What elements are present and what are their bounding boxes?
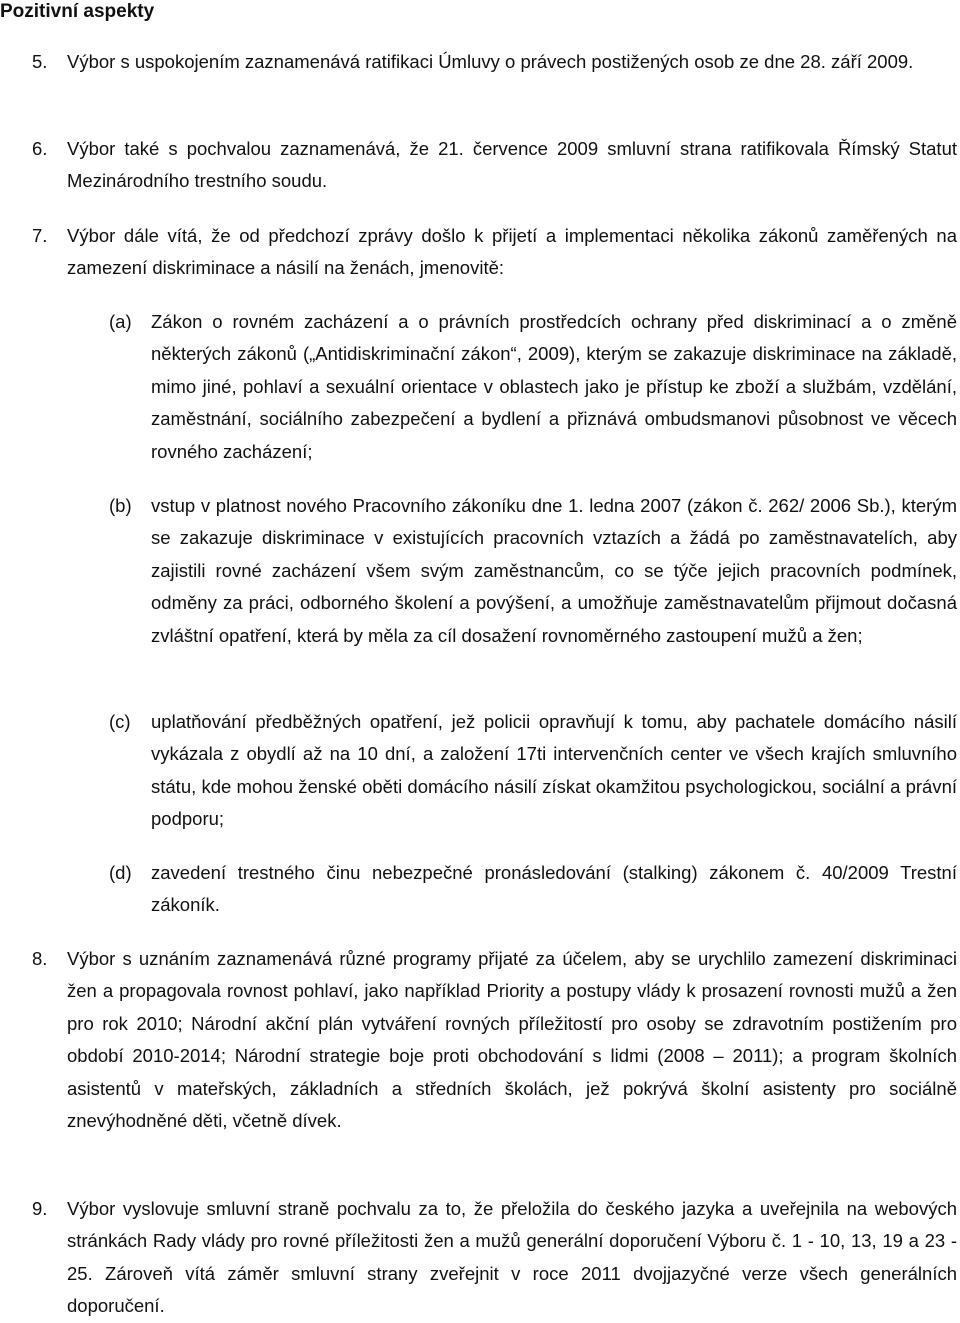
- subitem-text: uplatňování předběžných opatření, jež policii opravňují k tomu, aby pachatele domácího násilí vykázala z obydlí až na 10 dní, a založení 17ti intervenčních center ve všech krajích smluvního státu, kde mohou ženské oběti domácího násilí získat okamžitou psychologickou, sociální a právní podporu;: [151, 711, 957, 830]
- paragraph-text: Výbor dále vítá, že od předchozí zprávy došlo k přijetí a implementaci několika zákonů zaměřených na zamezení diskriminace a násilí na ženách, jmenovitě:: [67, 225, 957, 279]
- paragraph-6: [0, 133, 957, 198]
- subitem-letter: (c): [109, 711, 131, 732]
- paragraph-text: Výbor s uznáním zaznamenává různé programy přijaté za účelem, aby se urychlilo zamezení diskriminaci žen a propagovala rovnost pohlaví, jako například Priority a postupy vlády k prosazení rovnosti mužů a žen pro rok 2010; Národní akční plán vytváření rovných příležitostí pro osoby se zdravotním postižením pro období 2010-2014; Národní strategie boje proti obchodování s lidmi (2008 – 2011); a program školních asistentů v mateřských, základních a středních školách, jež pokrývá školní asistenty pro sociálně znevýhodněné děti, včetně dívek.: [67, 948, 957, 1132]
- paragraph-number: 7.: [32, 225, 48, 246]
- subitem-d: [0, 857, 957, 922]
- subitem-c: [0, 706, 957, 836]
- subitem-a: [0, 306, 957, 468]
- paragraph-7: [0, 220, 957, 285]
- paragraph-text: Výbor vyslovuje smluvní straně pochvalu za to, že přeložila do českého jazyka a uveřejnila na webových stránkách Rady vlády pro rovné příležitosti žen a mužů generální doporučení Výboru č. 1 - 10, 13, 19 a 23 - 25. Zároveň vítá záměr smluvní strany zveřejnit v roce 2011 dvojjazyčné verze všech generálních doporučení.: [67, 1198, 957, 1317]
- subitem-text: vstup v platnost nového Pracovního zákoníku dne 1. ledna 2007 (zákon č. 262/ 2006 Sb.), kterým se zakazuje diskriminace v existujících pracovních vztazích a žádá po zaměstnavatelích, aby zajistili rovné zacházení všem svým zaměstnancům, co se týče jejich pracovních podmínek, odměny za práci, odborného školení a povýšení, a umožňuje zaměstnavatelům přijmout dočasná zvláštní opatření, která by měla za cíl dosažení rovnoměrného zastoupení mužů a žen;: [151, 495, 957, 646]
- paragraph-5: [0, 46, 957, 78]
- section-heading: Pozitivní aspekty: [0, 1, 155, 22]
- paragraph-number: 5.: [32, 51, 48, 72]
- subitem-text: zavedení trestného činu nebezpečné pronásledování (stalking) zákonem č. 40/2009 Trestní zákoník.: [151, 862, 957, 916]
- paragraph-number: 8.: [32, 948, 48, 969]
- paragraph-number: 6.: [32, 138, 48, 159]
- subitem-letter: (b): [109, 495, 132, 516]
- paragraph-9: [0, 1193, 957, 1323]
- paragraph-text: Výbor také s pochvalou zaznamenává, že 21. července 2009 smluvní strana ratifikovala Římský Statut Mezinárodního trestního soudu.: [67, 138, 957, 192]
- paragraph-8: [0, 943, 957, 1137]
- subitem-letter: (a): [109, 311, 132, 332]
- paragraph-number: 9.: [32, 1198, 48, 1219]
- subitem-text: Zákon o rovném zacházení a o právních prostředcích ochrany před diskriminací a o změně některých zákonů („Antidiskriminační zákon“, 2009), kterým se zakazuje diskriminace na základě, mimo jiné, pohlaví a sexuální orientace v oblastech jako je přístup ke zboží a službám, vzdělání, zaměstnání, sociálního zabezpečení a bydlení a přiznává ombudsmanovi působnost ve věcech rovného zacházení;: [151, 311, 957, 462]
- subitem-letter: (d): [109, 862, 132, 883]
- paragraph-text: Výbor s uspokojením zaznamenává ratifikaci Úmluvy o právech postižených osob ze dne 28. září 2009.: [67, 51, 914, 72]
- subitem-b: [0, 490, 957, 652]
